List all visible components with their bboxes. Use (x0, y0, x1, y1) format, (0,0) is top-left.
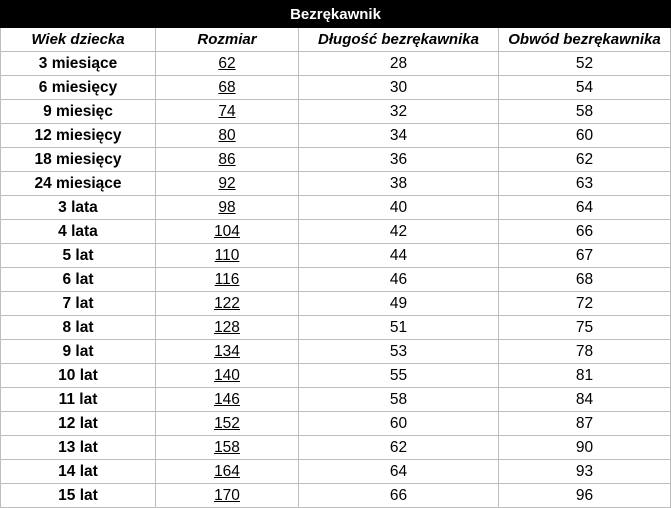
length-cell: 38 (299, 172, 499, 196)
age-cell: 5 lat (1, 244, 156, 268)
table-row (1, 436, 671, 460)
chest-cell: 78 (499, 340, 671, 364)
chest-cell: 87 (499, 412, 671, 436)
table-row (1, 316, 671, 340)
size-cell[interactable]: 164 (156, 460, 299, 484)
length-cell: 55 (299, 364, 499, 388)
header-age: Wiek dziecka (1, 28, 156, 52)
length-cell: 64 (299, 460, 499, 484)
length-cell: 58 (299, 388, 499, 412)
chest-cell: 93 (499, 460, 671, 484)
chest-cell: 58 (499, 100, 671, 124)
table-row (1, 340, 671, 364)
length-cell: 49 (299, 292, 499, 316)
chest-cell: 81 (499, 364, 671, 388)
length-cell: 62 (299, 436, 499, 460)
length-cell: 53 (299, 340, 499, 364)
size-cell[interactable]: 86 (156, 148, 299, 172)
length-cell: 51 (299, 316, 499, 340)
chest-cell: 62 (499, 148, 671, 172)
chest-cell: 68 (499, 268, 671, 292)
age-cell: 13 lat (1, 436, 156, 460)
table-row (1, 124, 671, 148)
size-cell[interactable]: 152 (156, 412, 299, 436)
age-cell: 9 lat (1, 340, 156, 364)
age-cell: 7 lat (1, 292, 156, 316)
age-cell: 6 lat (1, 268, 156, 292)
age-cell: 10 lat (1, 364, 156, 388)
size-cell[interactable]: 140 (156, 364, 299, 388)
length-cell: 40 (299, 196, 499, 220)
chest-cell: 54 (499, 76, 671, 100)
chest-cell: 64 (499, 196, 671, 220)
size-cell[interactable]: 92 (156, 172, 299, 196)
table-row (1, 388, 671, 412)
table-header-row (1, 28, 671, 52)
table-row (1, 292, 671, 316)
table-row (1, 220, 671, 244)
age-cell: 18 miesięcy (1, 148, 156, 172)
size-cell[interactable]: 146 (156, 388, 299, 412)
chest-cell: 90 (499, 436, 671, 460)
size-cell[interactable]: 158 (156, 436, 299, 460)
chest-cell: 60 (499, 124, 671, 148)
size-cell[interactable]: 98 (156, 196, 299, 220)
chest-cell: 96 (499, 484, 671, 508)
table-row (1, 52, 671, 76)
length-cell: 36 (299, 148, 499, 172)
age-cell: 3 lata (1, 196, 156, 220)
size-cell[interactable]: 110 (156, 244, 299, 268)
length-cell: 34 (299, 124, 499, 148)
table-row (1, 364, 671, 388)
header-length: Długość bezrękawnika (299, 28, 499, 52)
age-cell: 15 lat (1, 484, 156, 508)
chest-cell: 75 (499, 316, 671, 340)
chest-cell: 66 (499, 220, 671, 244)
chest-cell: 52 (499, 52, 671, 76)
age-cell: 24 miesiące (1, 172, 156, 196)
age-cell: 6 miesięcy (1, 76, 156, 100)
table-row (1, 196, 671, 220)
table-body (1, 52, 671, 508)
chest-cell: 63 (499, 172, 671, 196)
size-cell[interactable]: 68 (156, 76, 299, 100)
size-cell[interactable]: 122 (156, 292, 299, 316)
table-title-row (1, 1, 671, 28)
age-cell: 4 lata (1, 220, 156, 244)
length-cell: 46 (299, 268, 499, 292)
table-title: Bezrękawnik (1, 1, 671, 28)
chest-cell: 67 (499, 244, 671, 268)
table-row (1, 484, 671, 508)
age-cell: 12 lat (1, 412, 156, 436)
table-row (1, 268, 671, 292)
size-cell[interactable]: 128 (156, 316, 299, 340)
table-row (1, 412, 671, 436)
age-cell: 8 lat (1, 316, 156, 340)
size-cell[interactable]: 80 (156, 124, 299, 148)
age-cell: 12 miesięcy (1, 124, 156, 148)
length-cell: 30 (299, 76, 499, 100)
size-cell[interactable]: 74 (156, 100, 299, 124)
table-row (1, 172, 671, 196)
age-cell: 11 lat (1, 388, 156, 412)
length-cell: 32 (299, 100, 499, 124)
length-cell: 66 (299, 484, 499, 508)
age-cell: 3 miesiące (1, 52, 156, 76)
length-cell: 44 (299, 244, 499, 268)
size-cell[interactable]: 116 (156, 268, 299, 292)
size-cell[interactable]: 170 (156, 484, 299, 508)
size-cell[interactable]: 134 (156, 340, 299, 364)
chest-cell: 84 (499, 388, 671, 412)
header-chest: Obwód bezrękawnika (499, 28, 671, 52)
table-row (1, 100, 671, 124)
size-cell[interactable]: 62 (156, 52, 299, 76)
length-cell: 28 (299, 52, 499, 76)
table-row (1, 76, 671, 100)
size-cell[interactable]: 104 (156, 220, 299, 244)
age-cell: 9 miesięc (1, 100, 156, 124)
length-cell: 60 (299, 412, 499, 436)
table-row (1, 148, 671, 172)
table-row (1, 244, 671, 268)
length-cell: 42 (299, 220, 499, 244)
header-size: Rozmiar (156, 28, 299, 52)
age-cell: 14 lat (1, 460, 156, 484)
table-row (1, 460, 671, 484)
chest-cell: 72 (499, 292, 671, 316)
